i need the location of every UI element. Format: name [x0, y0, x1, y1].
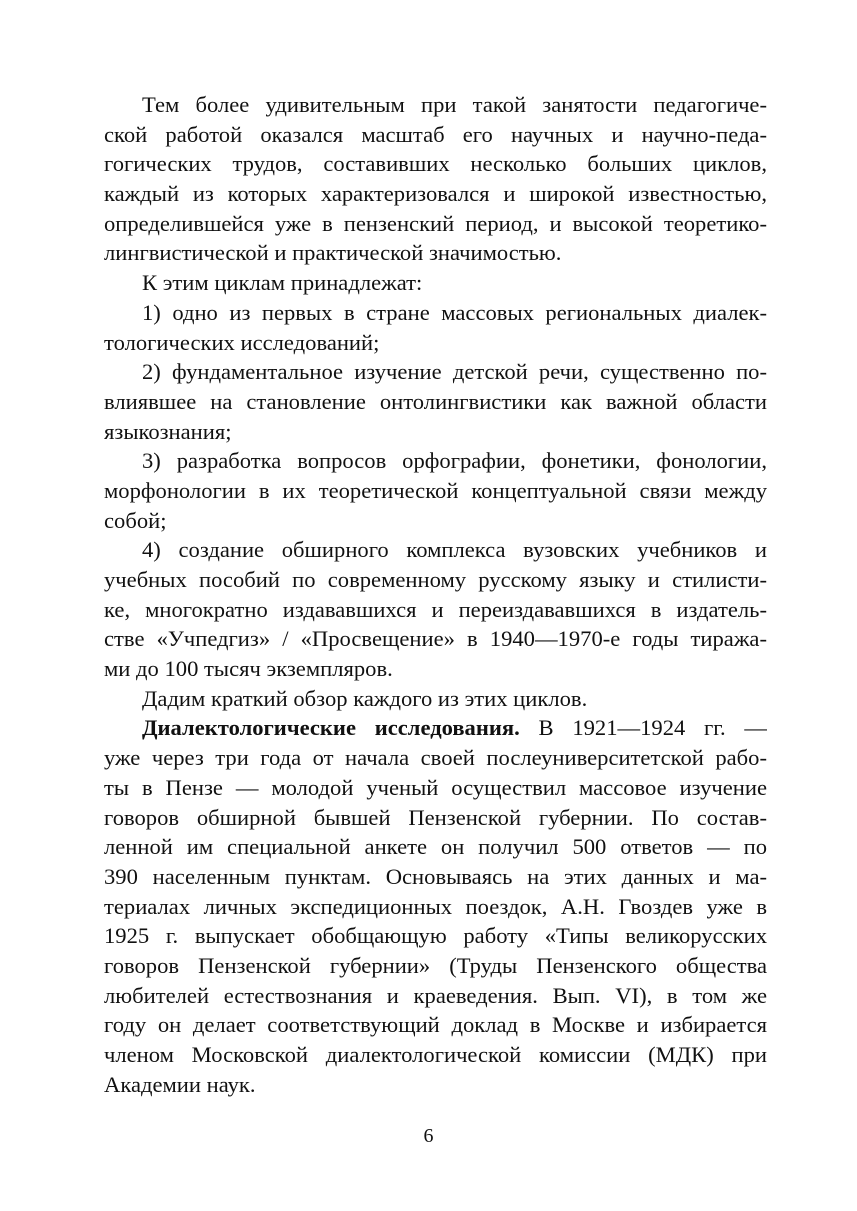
text-line: ской работой оказался масштаб его научных и научно-педа- — [104, 121, 767, 147]
paragraph-1 — [104, 90, 767, 268]
text-line: собой; — [104, 507, 167, 533]
text-line: уже через три года от начала своей послеуниверситетской рабо- — [104, 745, 767, 771]
text-line: ке, многократно издававшихся и переиздававшихся в издатель- — [104, 596, 767, 622]
page-number: 6 — [423, 1125, 434, 1147]
section-heading: Диалектологические исследования. — [142, 715, 520, 741]
list-item-1 — [104, 298, 767, 357]
text-line: стве «Учпедгиз» / «Просвещение» в 1940—1970-е годы тиража- — [104, 626, 767, 652]
text-line: влиявшее на становление онтолингвистики как важной области — [104, 388, 767, 414]
text-line: К этим циклам принадлежат: — [142, 270, 423, 296]
paragraph-summary — [104, 684, 767, 714]
text-line: тологических исследований; — [104, 329, 380, 355]
text-line: членом Московской диалектологической комиссии (МДК) при — [104, 1042, 767, 1067]
text-line: учебных пособий по современному русскому языку и стилисти- — [104, 567, 767, 592]
list-item-2 — [104, 357, 767, 446]
text-line: говоров Пензенской губернии» (Труды Пензенского общества — [104, 952, 767, 978]
text-line: ты в Пензе — молодой ученый осуществил массовое изучение — [104, 774, 767, 800]
text-line: лингвистической и практической значимостью. — [104, 240, 562, 266]
text-line: Тем более удивительным при такой занятости педагогиче- — [142, 92, 767, 117]
page-body — [104, 90, 767, 1099]
list-item-4 — [104, 535, 767, 683]
text-line: любителей естествознания и краеведения. Вып. VI), в том же — [104, 982, 767, 1008]
text-line — [104, 713, 767, 743]
text-line: гогических трудов, составивших несколько больших циклов, — [104, 151, 767, 177]
text-line: ленной им специальной анкете он получил 500 ответов — по — [104, 834, 767, 860]
text-line: определившейся уже в пензенский период, и высокой теоретико- — [104, 210, 767, 236]
text-line: языкознания; — [104, 418, 232, 444]
text-line: Дадим краткий обзор каждого из этих циклов. — [142, 685, 588, 711]
text-line: териалах личных экспедиционных поездок, А.Н. Гвоздев уже в — [104, 893, 767, 919]
text-line: 1) одно из первых в стране массовых региональных диалек- — [142, 299, 767, 325]
text-line: говоров обширной бывшей Пензенской губернии. По состав- — [104, 804, 767, 830]
list-item-3 — [104, 446, 767, 535]
paragraph-2 — [104, 268, 767, 298]
text-line: каждый из которых характеризовался и широкой известностью, — [104, 181, 767, 207]
text-line: 1925 г. выпускает обобщающую работу «Типы великорусских — [104, 923, 767, 949]
text-line: ми до 100 тысяч экземпляров. — [104, 656, 393, 682]
section-dialectology — [104, 713, 767, 1099]
text-line: 390 населенным пунктам. Основываясь на этих данных и ма- — [104, 863, 767, 889]
text-line: 2) фундаментальное изучение детской речи, существенно по- — [142, 359, 767, 385]
section-heading-rest: В 1921—1924 гг. — — [519, 715, 767, 741]
text-line: морфонологии в их теоретической концептуальной связи между — [104, 477, 767, 503]
text-line: 3) разработка вопросов орфографии, фонетики, фонологии, — [142, 448, 767, 474]
text-line: году он делает соответствующий доклад в Москве и избирается — [104, 1012, 767, 1038]
text-line: 4) создание обширного комплекса вузовских учебников и — [142, 537, 767, 563]
text-line: Академии наук. — [104, 1071, 256, 1097]
